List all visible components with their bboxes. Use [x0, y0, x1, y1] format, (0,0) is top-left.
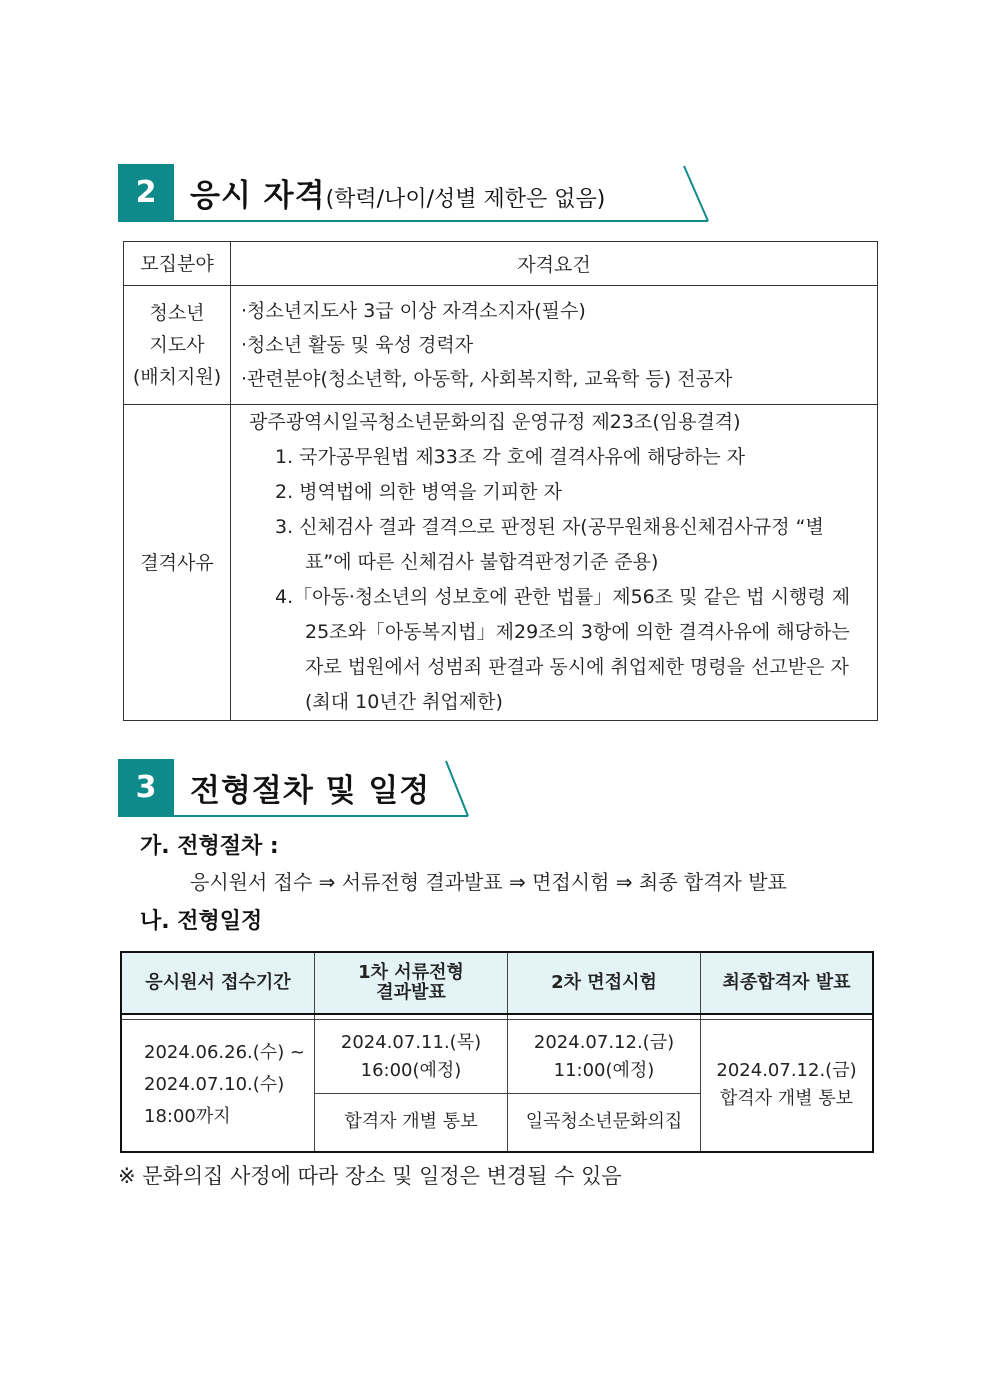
- section-3-title: 전형절차 및 일정: [190, 773, 431, 809]
- period-end: 2024.07.10.(수): [144, 1074, 285, 1096]
- first-round-date: 2024.07.11.(목): [340, 1031, 482, 1053]
- header-first-round-line1: 1차 서류전형: [358, 962, 464, 983]
- section-3-number: 3: [118, 759, 174, 817]
- final-date: 2024.07.12.(금): [716, 1060, 857, 1082]
- qualification-list: [231, 286, 878, 405]
- header-requirements: 자격요건: [231, 242, 878, 286]
- disqualification-item: 1. 국가공무원법 제33조 각 호에 결격사유에 해당하는 자: [275, 446, 746, 468]
- header-interview: 2차 면접시험: [508, 952, 701, 1014]
- qualification-row: [124, 286, 878, 405]
- qualification-item: ·청소년지도사 3급 이상 자격소지자(필수): [241, 300, 586, 322]
- section-2-subtitle: (학력/나이/성별 제한은 없음): [325, 187, 606, 212]
- interview-place: 일곡청소년문화의집: [508, 1094, 701, 1152]
- schedule-heading: 나. 전형일정: [140, 909, 263, 934]
- procedure-text: 응시원서 접수 ⇒ 서류전형 결과발표 ⇒ 면접시험 ⇒ 최종 합격자 발표: [190, 870, 787, 894]
- schedule-note: ※ 문화의집 사정에 따라 장소 및 일정은 변경될 수 있음: [118, 1164, 622, 1188]
- section-3-header: [118, 759, 478, 817]
- position-cell: [124, 286, 231, 405]
- period-deadline: 18:00까지: [144, 1106, 231, 1128]
- disqualification-label: 결격사유: [124, 405, 231, 721]
- application-period-cell: [121, 1020, 315, 1152]
- header-application-period: 응시원서 접수기간: [121, 952, 315, 1014]
- qualification-item: ·청소년 활동 및 육성 경력자: [241, 334, 474, 356]
- interview-date-cell: [508, 1020, 701, 1094]
- section-2-number: 2: [118, 164, 174, 222]
- qualification-item: ·관련분야(청소년학, 아동학, 사회복지학, 교육학 등) 전공자: [241, 368, 733, 390]
- position-line-2: 지도사: [149, 334, 205, 356]
- disqualification-item: 4.「아동·청소년의 성보호에 관한 법률」제56조 및 같은 법 시행령 제25조와「아동복지법」제29조의 3항에 의한 결격사유에 해당하는 자로 법원에서 성범죄 판결과 동시에 취업제한 명령을 선고받은 자 (최대 10년간 취업제한): [275, 586, 851, 713]
- header-first-round-line2: 결과발표: [376, 982, 446, 1003]
- first-round-time: 16:00(예정): [360, 1059, 462, 1081]
- header-final: 최종합격자 발표: [701, 952, 874, 1014]
- section-2-title: [190, 170, 605, 215]
- schedule-table: [120, 951, 874, 1153]
- final-announcement-cell: [701, 1020, 874, 1152]
- interview-time: 11:00(예정): [553, 1059, 655, 1081]
- procedure-heading: 가. 전형절차 :: [140, 834, 279, 859]
- disqualification-row: [124, 405, 878, 721]
- position-line-1: 청소년: [149, 302, 205, 324]
- section-2-header: [118, 164, 718, 222]
- section-2-title-text: 응시 자격: [190, 178, 326, 214]
- position-line-3: (배치지원): [132, 366, 222, 388]
- disqualification-rule: 광주광역시일곡청소년문화의집 운영규정 제23조(임용결격): [249, 411, 741, 433]
- header-field: 모집분야: [124, 242, 231, 286]
- final-method: 합격자 개별 통보: [719, 1088, 854, 1110]
- first-round-place: 합격자 개별 통보: [315, 1094, 508, 1152]
- period-start: 2024.06.26.(수) ~: [144, 1042, 306, 1064]
- qualification-table-header: [124, 242, 878, 286]
- interview-date: 2024.07.12.(금): [533, 1031, 675, 1053]
- disqualification-item: 2. 병역법에 의한 병역을 기피한 자: [275, 481, 562, 503]
- disqualification-item: 3. 신체검사 결과 결격으로 판정된 자(공무원채용신체검사규정 “별표”에 따른 신체검사 불합격판정기준 준용): [275, 516, 824, 573]
- first-round-date-cell: [315, 1020, 508, 1094]
- qualification-table: [123, 241, 878, 721]
- schedule-row-times: [121, 1020, 873, 1094]
- header-first-round: [315, 952, 508, 1014]
- disqualification-list: [231, 405, 878, 721]
- schedule-header-row: [121, 952, 873, 1014]
